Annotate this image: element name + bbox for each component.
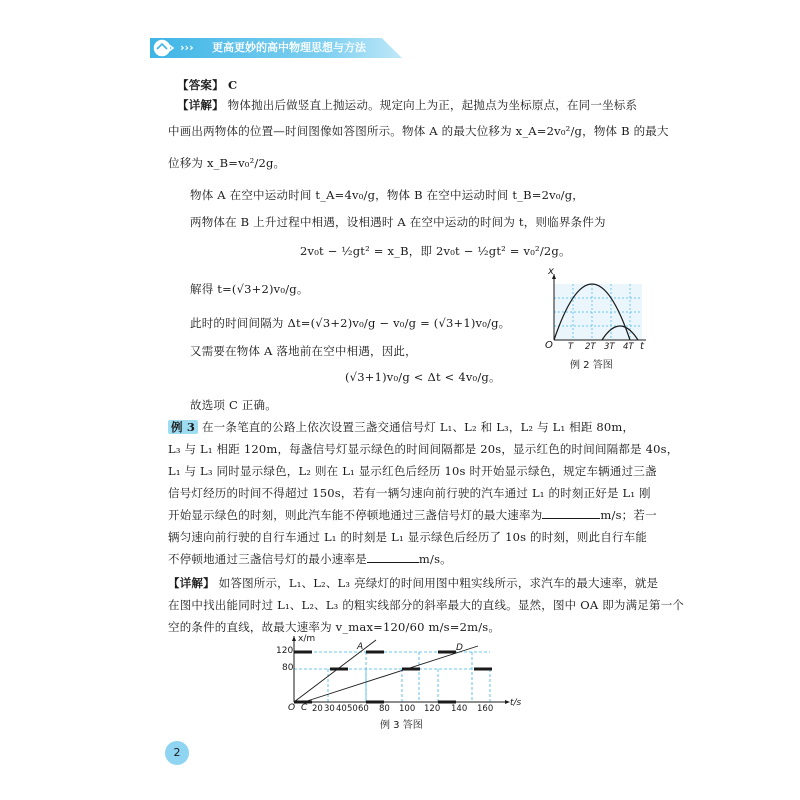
- equation-line: 2v₀t − ½gt² = x_B，即 2v₀t − ½gt² = v₀²/2g。: [300, 244, 571, 258]
- line-cd: [304, 646, 478, 702]
- figure3-y-tick-80: 80: [282, 663, 294, 673]
- text-line: [177, 98, 637, 112]
- text-line: 故选项 C 正确。: [190, 398, 277, 412]
- figure2-origin: O: [545, 340, 553, 351]
- detail-label: 【详解】: [168, 576, 215, 590]
- text-span: m/s。: [418, 552, 452, 566]
- detail-label: 【详解】: [177, 98, 224, 112]
- text-line: 位移为 x_B=v₀²/2g。: [168, 156, 286, 170]
- text-line: 两物体在 B 上升过程中相遇，设相遇时 A 在空中运动的时间为 t，则临界条件为: [190, 215, 606, 229]
- text-line: 信号灯经历的时间不得超过 150s，若有一辆匀速向前行驶的汽车通过 L₁ 的时刻正好是 L₁ 刚: [168, 486, 651, 500]
- example-badge: 例 3: [168, 420, 198, 434]
- text-line: [168, 576, 658, 590]
- text-line: 空的条件的直线，故最大速率为 v_max=120/60 m/s=2m/s。: [168, 620, 501, 634]
- figure3-c-label: C: [301, 703, 308, 713]
- text-span: m/s；若一: [600, 508, 657, 522]
- figure2-caption: 例 2 答图: [570, 360, 613, 371]
- figure2-tick-t4: 4T: [623, 342, 634, 352]
- figure2-y-label: x: [548, 266, 554, 277]
- text-span: 在一条笔直的公路上依次设置三盏交通信号灯 L₁、L₂ 和 L₃，L₂ 与 L₁ 相距 80m，: [198, 420, 635, 434]
- figure3-x-tick: 20: [312, 704, 323, 714]
- figure3-x-label: t/s: [510, 698, 522, 708]
- text-line: 中画出两物体的位置—时间图像如答图所示。物体 A 的最大位移为 x_A=2v₀²/g，物体 B 的最大: [168, 124, 669, 138]
- figure3-x-tick: 40: [336, 704, 347, 714]
- answer-text: 【答案】 C: [177, 78, 238, 92]
- figure3-a-label: A: [357, 642, 364, 652]
- text-line: L₃ 与 L₁ 相距 120m，每盏信号灯显示绿色的时间间隔都是 20s，显示红色的时间间隔都是 40s，: [168, 442, 679, 456]
- figure3-y-tick-120: 120: [276, 646, 294, 656]
- line-oa: [294, 640, 376, 702]
- figure2-tick-t3: 3T: [604, 342, 615, 352]
- figure3-x-tick: 30: [324, 704, 335, 714]
- figure3-origin: O: [288, 703, 296, 713]
- text-line: 物体 A 在空中运动时间 t_A=4v₀/g，物体 B 在空中运动时间 t_B=2v₀/g，: [190, 188, 584, 202]
- book-logo-icon: [152, 36, 176, 60]
- text-line: L₁ 与 L₃ 同时显示绿色，L₂ 则在 L₁ 显示红色后经历 10s 时开始显示绿色，规定车辆通过三盏: [168, 464, 657, 478]
- figure3-dashed-guides: [294, 652, 490, 702]
- text-line: [168, 508, 657, 522]
- figure3-x-tick: 100: [399, 704, 416, 714]
- figure2-tick-t2: 2T: [585, 342, 596, 352]
- text-span: 不停顿地通过三盏信号灯的最小速率是: [168, 552, 367, 566]
- text-line: 在图中找出能同时过 L₁、L₂、L₃ 的粗实线部分的斜率最大的直线。显然，图中 OA 即为满足第一个: [168, 598, 685, 612]
- header-title: 更高更妙的高中物理思想与方法: [212, 41, 366, 54]
- figure2-x-label: t: [640, 341, 644, 352]
- equation-line: 此时的时间间隔为 Δt=(√3+2)v₀/g − v₀/g = (√3+1)v₀/g。: [190, 316, 511, 330]
- figure3-x-tick: 50: [347, 704, 358, 714]
- answer-line: [177, 78, 237, 92]
- figure3-d-label: D: [456, 643, 463, 653]
- figure3-x-tick: 80: [379, 704, 390, 714]
- figure3-x-tick: 160: [477, 704, 494, 714]
- text-line: 解得 t=(√3+2)v₀/g。: [190, 282, 309, 296]
- text-line: 又需要在物体 A 落地前在空中相遇，因此，: [190, 344, 417, 358]
- figure3-green-segments: [294, 652, 492, 702]
- header-chevrons: ›››: [180, 41, 194, 54]
- figure3-caption: 例 3 答图: [380, 720, 423, 731]
- equation-line: (√3+1)v₀/g < Δt < 4v₀/g。: [345, 370, 501, 384]
- figure3-y-label: x/m: [298, 634, 316, 644]
- example-line: [168, 420, 634, 434]
- text-line: 辆匀速向前行驶的自行车通过 L₁ 的时刻是 L₁ 显示绿色后经历了 10s 的时刻，则此自行车能: [168, 530, 648, 544]
- text-line: [168, 552, 452, 566]
- page-number: 2: [165, 741, 189, 765]
- figure2-tick-t1: T: [568, 342, 574, 352]
- figure3-x-tick: 120: [424, 704, 441, 714]
- answer-blank[interactable]: [367, 552, 419, 563]
- text-span: 如答图所示，L₁、L₂、L₃ 亮绿灯的时间用图中粗实线所示，求汽车的最大速率，就是: [214, 576, 659, 590]
- figure3-x-tick: 60: [358, 704, 369, 714]
- figure3-x-tick: 140: [451, 704, 468, 714]
- text-span: 物体抛出后做竖直上抛运动。规定向上为正，起抛点为坐标原点，在同一坐标系: [223, 98, 638, 112]
- text-span: 开始显示绿色的时刻，则此汽车能不停顿地通过三盏信号灯的最大速率为: [168, 508, 543, 522]
- answer-blank[interactable]: [542, 508, 600, 519]
